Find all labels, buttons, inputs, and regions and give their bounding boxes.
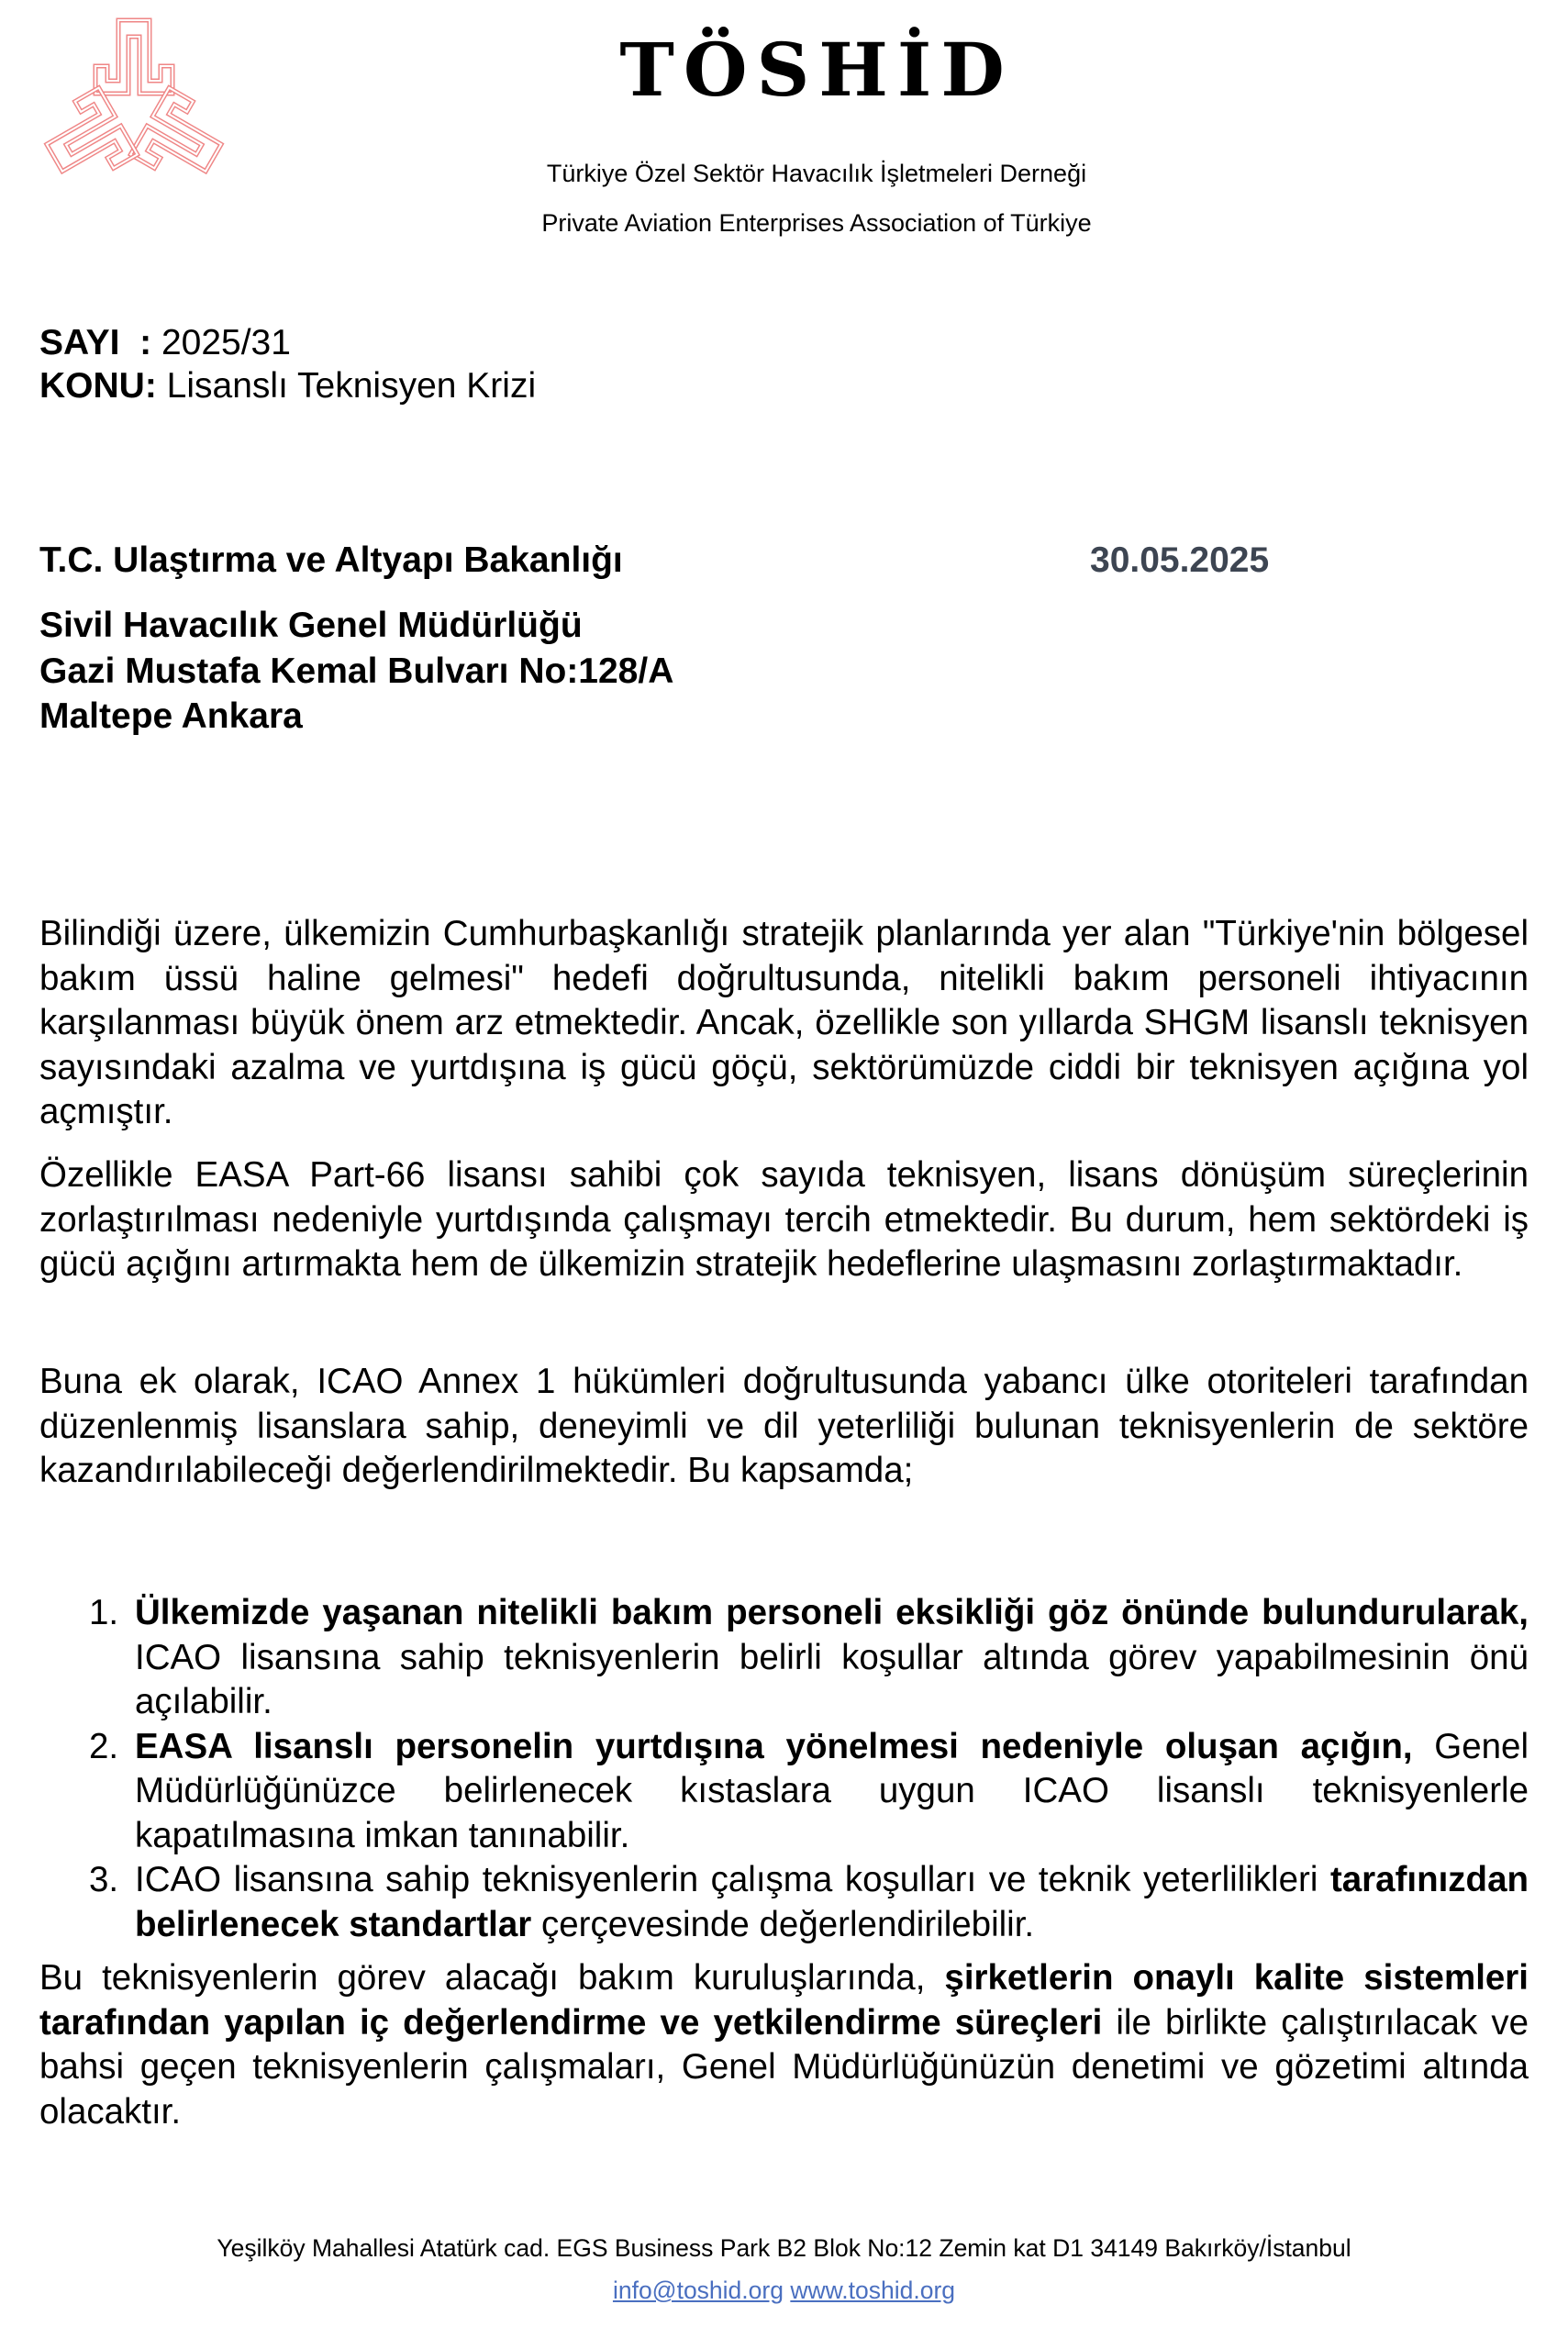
- list-item-bold-run: tarafınızdan belirlenecek standartlar: [135, 1860, 1529, 1944]
- proposal-list: [39, 1591, 1529, 1947]
- konu-label: KONU:: [39, 366, 157, 406]
- list-item-number: 3.: [89, 1860, 119, 1899]
- list-item-number: 1.: [89, 1593, 119, 1632]
- konu-row: [39, 364, 536, 407]
- list-item-text: [135, 1591, 1529, 1725]
- org-acronym-title: TÖSHİD: [619, 27, 1014, 113]
- email-link[interactable]: info@toshid.org: [612, 2277, 784, 2304]
- recipient-directorate: Sivil Havacılık Genel Müdürlüğü: [39, 606, 583, 645]
- recipient-address: [39, 603, 673, 740]
- paragraph-4-run: ile birlikte çalıştırılacak ve bahsi geçen teknisyenlerin çalışmaları, Genel Müdürlüğünüzün denetimi ve gözetimi altında olacaktır.: [39, 2002, 1529, 2132]
- list-item-bold-run: Ülkemizde yaşanan nitelikli bakım personeli eksikliği göz önünde bulundurularak,: [135, 1593, 1529, 1632]
- list-item: [39, 1725, 1529, 1859]
- recipient-street: Gazi Mustafa Kemal Bulvarı No:128/A: [39, 651, 674, 691]
- list-item-run: ICAO lisansına sahip teknisyenlerin çalışma koşulları ve teknik yeterlilikleri: [135, 1860, 1330, 1899]
- sayi-label: SAYI :: [39, 323, 152, 362]
- reference-block: [39, 321, 536, 407]
- footer-address: Yeşilköy Mahallesi Atatürk cad. EGS Business Park B2 Blok No:12 Zemin kat D1 34149 Bakırköy/İstanbul: [217, 2234, 1351, 2262]
- list-item-run: Genel Müdürlüğünüzce belirlenecek kıstaslara uygun ICAO lisanslı teknisyenlerle kapatılmasına imkan tanınabilir.: [135, 1726, 1529, 1855]
- recipient-city: Maltepe Ankara: [39, 696, 303, 736]
- recipient-ministry: T.C. Ulaştırma ve Altyapı Bakanlığı: [39, 540, 623, 580]
- website-link[interactable]: www.toshid.org: [790, 2277, 956, 2304]
- paragraph-4-bold-run: şirketlerin onaylı kalite sistemleri tarafından yapılan iç değerlendirme ve yetkilendirme süreçleri: [39, 1958, 1529, 2043]
- list-item-number: 2.: [89, 1726, 119, 1766]
- masthead: [65, 0, 1568, 248]
- list-item-text: [135, 1725, 1529, 1859]
- sayi-value: 2025/31: [151, 323, 291, 362]
- letter-date: 30.05.2025: [1090, 540, 1270, 580]
- letter-footer: [0, 2227, 1568, 2311]
- paragraph-4: [39, 1956, 1529, 2134]
- list-item: [39, 1591, 1529, 1725]
- paragraph-1: Bilindiği üzere, ülkemizin Cumhurbaşkanlığı stratejik planlarında yer alan "Türkiye'nin bölgesel bakım üssü haline gelmesi" hedefi doğrultusunda, nitelikli bakım personeli ihtiyacının karşılanması büyük önem arz etmektedir. Ancak, özellikle son yıllarda SHGM lisanslı teknisyen sayısındaki azalma ve yurtdışına iş gücü göçü, sektörümüzde ciddi bir teknisyen açığına yol açmıştır.: [39, 914, 1529, 1131]
- list-item: [39, 1858, 1529, 1947]
- paragraph-3: Buna ek olarak, ICAO Annex 1 hükümleri doğrultusunda yabancı ülke otoriteleri tarafından düzenlenmiş lisanslara sahip, deneyimli ve dil yeterliliği bulunan teknisyenlerin de sektöre kazandırılabileceği değerlendirilmektedir. Bu kapsamda;: [39, 1362, 1529, 1490]
- konu-value: Lisanslı Teknisyen Krizi: [156, 366, 537, 406]
- paragraph-4-run: Bu teknisyenlerin görev alacağı bakım kuruluşlarında,: [39, 1958, 945, 1998]
- footer-links: [0, 2269, 1568, 2311]
- org-name-turkish: Türkiye Özel Sektör Havacılık İşletmeleri Derneği: [546, 160, 1087, 187]
- list-item-text: [135, 1858, 1529, 1947]
- list-item-run: ICAO lisansına sahip teknisyenlerin belirli koşullar altında görev yapabilmesinin önü açılabilir.: [135, 1637, 1529, 1721]
- list-item-bold-run: EASA lisanslı personelin yurtdışına yönelmesi nedeniyle oluşan açığın,: [135, 1726, 1413, 1766]
- org-name-english: Private Aviation Enterprises Association of Türkiye: [541, 209, 1092, 237]
- paragraph-2: Özellikle EASA Part-66 lisansı sahibi çok sayıda teknisyen, lisans dönüşüm süreçlerinin zorlaştırılması nedeniyle yurtdışında çalışmayı tercih etmektedir. Bu durum, hem sektördeki iş gücü açığını artırmakta hem de ülkemizin stratejik hedeflerine ulaşmasını zorlaştırmaktadır.: [39, 1155, 1529, 1284]
- list-item-run: çerçevesinde değerlendirilebilir.: [531, 1904, 1035, 1944]
- sayi-row: [39, 321, 536, 364]
